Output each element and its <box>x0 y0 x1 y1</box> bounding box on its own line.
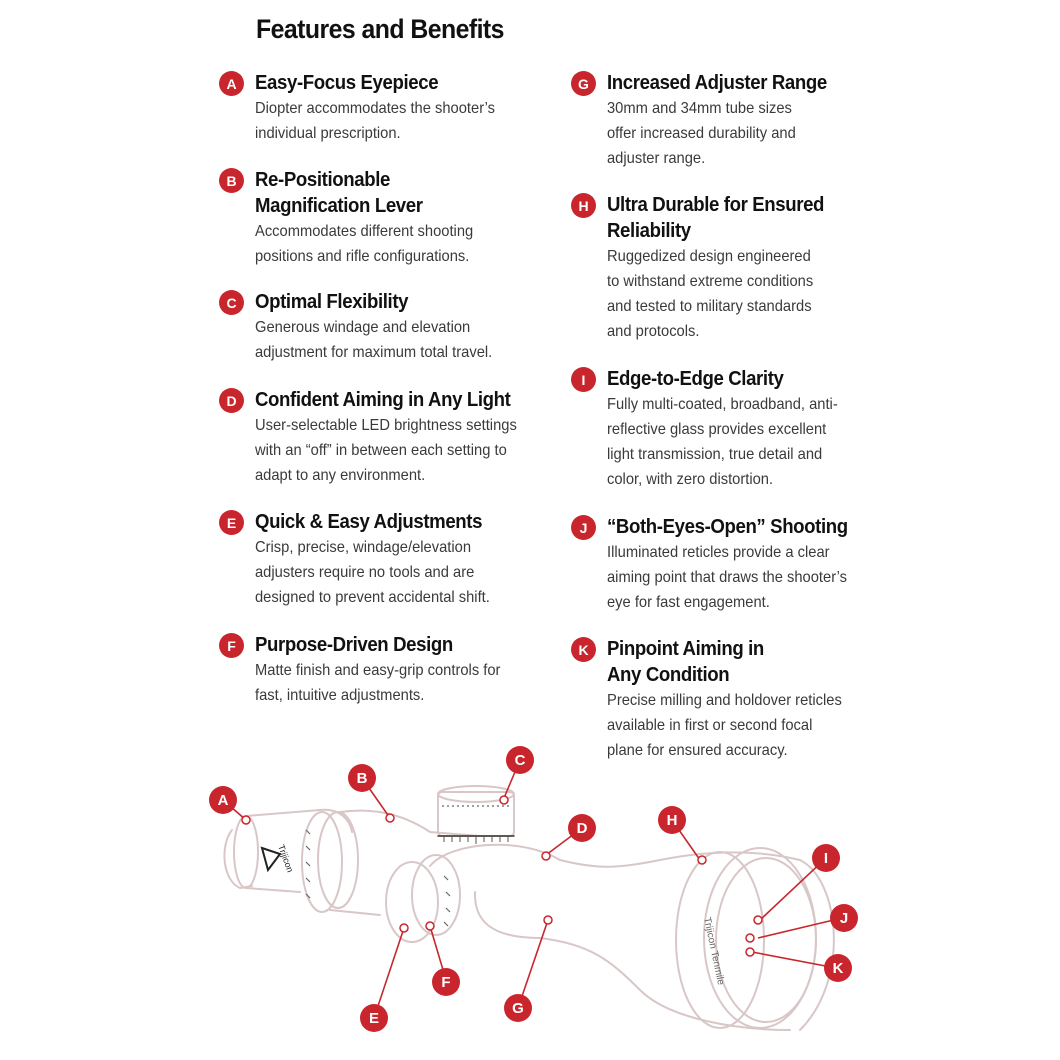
feature-heading: Confident Aiming in Any Light <box>255 389 511 411</box>
svg-text:H: H <box>666 812 678 829</box>
feature-j <box>579 514 907 615</box>
svg-text:B: B <box>356 770 368 787</box>
svg-text:K: K <box>832 960 844 977</box>
feature-description: Illuminated reticles provide a clear aiming point that draws the shooter’s eye for fast engagement. <box>607 544 848 611</box>
badge-h: H <box>571 193 596 218</box>
callout-h <box>658 806 686 834</box>
badge-d: D <box>219 388 244 413</box>
feature-e <box>226 509 555 610</box>
callout-e <box>360 1004 388 1032</box>
feature-heading: Increased Adjuster Range <box>607 72 827 94</box>
svg-text:D: D <box>576 820 588 837</box>
badge-b: B <box>219 168 244 193</box>
callout-i <box>812 844 840 872</box>
svg-text:A: A <box>217 792 229 809</box>
feature-heading: Ultra Durable for Ensured Reliability <box>607 194 825 242</box>
feature-heading: Optimal Flexibility <box>255 291 409 313</box>
scope-outline <box>224 786 833 1030</box>
riflescope-diagram <box>0 740 1060 1060</box>
badge-i: I <box>571 367 596 392</box>
feature-g <box>578 70 907 171</box>
page-title: Features and Benefits <box>256 14 504 44</box>
feature-description: Diopter accommodates the shooter’s individual prescription. <box>255 100 496 142</box>
feature-description: Precise milling and holdover reticles available in first or second focal plane for ensured accuracy. <box>607 692 842 759</box>
feature-description: Matte finish and easy-grip controls for fast, intuitive adjustments. <box>255 662 501 704</box>
feature-description: User-selectable LED brightness settings with an “off” in between each setting to adapt to any environment. <box>255 417 517 484</box>
svg-text:E: E <box>368 1010 380 1027</box>
feature-heading: “Both-Eyes-Open” Shooting <box>607 516 848 538</box>
feature-heading: Edge-to-Edge Clarity <box>607 368 784 390</box>
turret-ticks <box>444 836 508 844</box>
callout-d <box>568 814 596 842</box>
trijicon-logo-icon <box>262 843 295 873</box>
callout-g <box>504 994 532 1022</box>
svg-text:C: C <box>514 752 526 769</box>
badge-k: K <box>571 637 596 662</box>
badge-f: F <box>219 633 244 658</box>
feature-description: Fully multi-coated, broadband, anti- reflective glass provides excellent light transmission, true detail and color, with zero distortion. <box>607 396 838 488</box>
callout-f <box>432 968 460 996</box>
feature-description: 30mm and 34mm tube sizes offer increased durability and adjuster range. <box>607 100 796 167</box>
feature-heading: Easy-Focus Eyepiece <box>255 72 439 94</box>
badge-j: J <box>571 515 596 540</box>
callout-j <box>830 904 858 932</box>
svg-text:G: G <box>512 1000 524 1017</box>
feature-a <box>226 70 555 146</box>
feature-i <box>581 366 907 492</box>
feature-heading: Re-Positionable Magnification Lever <box>255 169 423 217</box>
badge-g: G <box>571 71 596 96</box>
callout-a <box>209 786 237 814</box>
feature-d <box>226 387 555 488</box>
feature-f <box>227 632 555 708</box>
feature-description: Generous windage and elevation adjustment for maximum total travel. <box>255 319 493 361</box>
brand-mark-text: Trijicon <box>276 843 296 874</box>
badge-c: C <box>219 290 244 315</box>
badge-e: E <box>219 510 244 535</box>
feature-heading: Purpose-Driven Design <box>255 634 453 656</box>
leader-lines <box>223 760 842 1018</box>
callout-k <box>824 954 852 982</box>
svg-text:I: I <box>823 850 829 867</box>
feature-b <box>226 167 555 269</box>
svg-text:F: F <box>441 974 451 991</box>
callout-b <box>348 764 376 792</box>
feature-description: Crisp, precise, windage/elevation adjusters require no tools and are designed to prevent accidental shift. <box>255 539 490 606</box>
badge-a: A <box>219 71 244 96</box>
feature-h <box>578 192 907 344</box>
feature-heading: Quick & Easy Adjustments <box>255 511 483 533</box>
feature-c <box>226 289 555 365</box>
callout-c <box>506 746 534 774</box>
feature-heading: Pinpoint Aiming in Any Condition <box>607 638 764 686</box>
feature-description: Accommodates different shooting positions and rifle configurations. <box>255 223 474 265</box>
svg-text:J: J <box>839 910 849 927</box>
lens-engraving-text: Trijicon Tenmile <box>701 916 727 987</box>
feature-description: Ruggedized design engineered to withstand extreme conditions and tested to military standards and protocols. <box>607 248 814 340</box>
